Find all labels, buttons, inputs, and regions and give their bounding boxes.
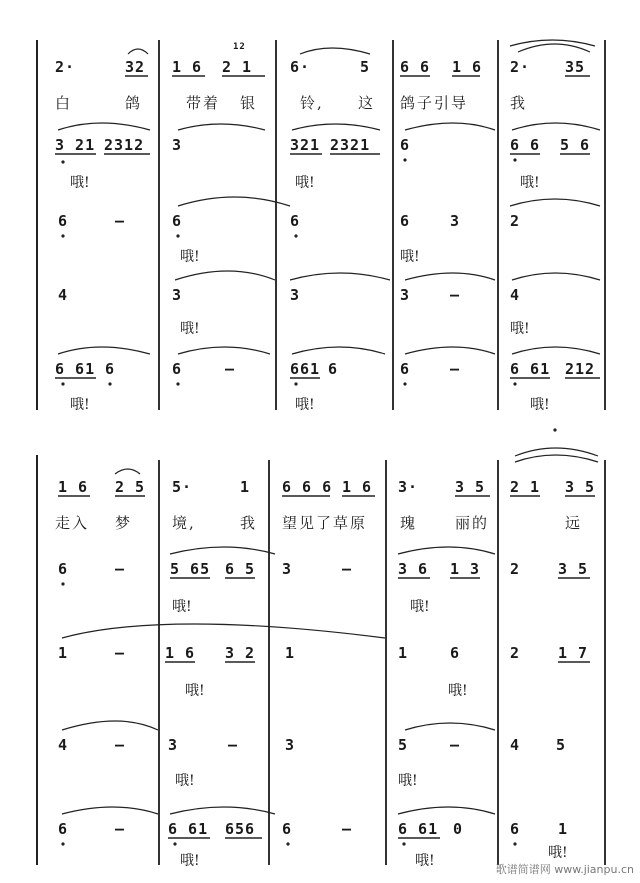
watermark: 歌谱简谱网 www.jianpu.cn (495, 863, 634, 876)
note: 1 6 (58, 478, 89, 496)
note: 3 6 (398, 560, 429, 578)
lyric: 我 (240, 514, 258, 532)
note: 6 61 (55, 360, 96, 378)
oh-lyric: 哦! (180, 321, 200, 337)
note: 5 (556, 736, 567, 754)
lyric: 我 (510, 94, 528, 112)
note: 5 6 (560, 136, 591, 154)
note: 6 (400, 360, 411, 378)
note: 6 6 6 (282, 478, 333, 496)
note: 3 (172, 136, 183, 154)
note: 2 (510, 212, 521, 230)
barline (604, 460, 606, 865)
note: 6 (282, 820, 293, 838)
oh-lyric: 哦! (175, 773, 195, 789)
note: – (115, 820, 126, 838)
note: 6 (400, 136, 411, 154)
note: 1 (58, 644, 69, 662)
oh-lyric: 哦! (548, 845, 568, 861)
note: – (115, 560, 126, 578)
oh-lyric: 哦! (530, 397, 550, 413)
note: 4 (510, 286, 521, 304)
oh-lyric: 哦! (180, 853, 200, 869)
oh-lyric: 哦! (185, 683, 205, 699)
note: 1 6 (452, 58, 483, 76)
note: 5 65 (170, 560, 211, 578)
note: 6 61 (398, 820, 439, 838)
note: 6 (172, 360, 183, 378)
note: – (342, 560, 353, 578)
note: 6· (290, 58, 311, 76)
note: 1 (558, 820, 569, 838)
note: – (228, 736, 239, 754)
note: 0 (453, 820, 464, 838)
note: 321 (290, 136, 321, 154)
note: – (450, 360, 461, 378)
note: 6 (328, 360, 339, 378)
grace-note: 12 (233, 42, 246, 52)
note: 2 (510, 644, 521, 662)
oh-lyric: 哦! (70, 397, 90, 413)
note: – (225, 360, 236, 378)
note: 6 (290, 212, 301, 230)
barline (604, 40, 606, 410)
note: 6 (58, 820, 69, 838)
oh-lyric: 哦! (70, 175, 90, 191)
lyric: 这 (358, 94, 376, 112)
oh-lyric: 哦! (400, 249, 420, 265)
note: 3 21 (55, 136, 96, 154)
note: 4 (510, 736, 521, 754)
note: 6 (58, 212, 69, 230)
note: 6 61 (510, 360, 551, 378)
note: 6 (105, 360, 116, 378)
lyric: 铃, (300, 94, 324, 112)
note: 212 (565, 360, 596, 378)
oh-lyric: 哦! (295, 175, 315, 191)
note: 1 3 (450, 560, 481, 578)
note: 3 (282, 560, 293, 578)
barline (497, 40, 499, 410)
note: 32 (125, 58, 146, 76)
note: 4 (58, 286, 69, 304)
note: 661 (290, 360, 321, 378)
note: 1 6 (342, 478, 373, 496)
lyric: 远 (565, 514, 583, 532)
note: 3 (290, 286, 301, 304)
lyric: 鸽 (125, 94, 143, 112)
lyric: 带着 (186, 94, 221, 112)
note: 5 (398, 736, 409, 754)
note: 5 (360, 58, 371, 76)
note: 3· (398, 478, 419, 496)
note: – (450, 736, 461, 754)
note: 1 6 (172, 58, 203, 76)
note: – (115, 644, 126, 662)
note: 3 2 (225, 644, 256, 662)
note: 2321 (330, 136, 371, 154)
note: 1 7 (558, 644, 589, 662)
lyric: 境, (172, 514, 196, 532)
note: 6 (58, 560, 69, 578)
note: – (115, 736, 126, 754)
note: 6 61 (168, 820, 209, 838)
barline (158, 460, 160, 865)
note: – (342, 820, 353, 838)
note: – (450, 286, 461, 304)
barline (275, 40, 277, 410)
note: 6 (510, 820, 521, 838)
note: 1 (240, 478, 251, 496)
note: 2 (510, 560, 521, 578)
note: 1 (398, 644, 409, 662)
note: 6 (172, 212, 183, 230)
note: 3 (450, 212, 461, 230)
note: 2· (55, 58, 76, 76)
note: 6 6 (400, 58, 431, 76)
lyric: 鸽子引导 (400, 94, 469, 112)
note: 3 5 (565, 478, 596, 496)
note: 1 6 (165, 644, 196, 662)
lyric: 银 (240, 94, 258, 112)
note: 6 (450, 644, 461, 662)
note: 35 (565, 58, 586, 76)
note: 6 5 (225, 560, 256, 578)
system-1-brace (36, 40, 38, 410)
note: 3 (400, 286, 411, 304)
barline (497, 460, 499, 865)
note: 2· (510, 58, 531, 76)
barline (385, 460, 387, 865)
barline (268, 460, 270, 865)
lyric: 瑰 (400, 514, 418, 532)
oh-lyric: 哦! (520, 175, 540, 191)
oh-lyric: 哦! (398, 773, 418, 789)
oh-lyric: 哦! (172, 599, 192, 615)
oh-lyric: 哦! (510, 321, 530, 337)
note: 3 (168, 736, 179, 754)
system-2-brace (36, 455, 38, 865)
barline (392, 40, 394, 410)
lyric: 白 (55, 94, 73, 112)
note: 5· (172, 478, 193, 496)
note: – (115, 212, 126, 230)
note: 2 5 (115, 478, 146, 496)
oh-lyric: 哦! (448, 683, 468, 699)
note: 6 (400, 212, 411, 230)
lyric: 望见了草原 (282, 514, 368, 532)
oh-lyric: 哦! (180, 249, 200, 265)
note: 3 (172, 286, 183, 304)
note: 6 6 (510, 136, 541, 154)
note: 656 (225, 820, 256, 838)
lyric: 走入 (55, 514, 90, 532)
note: 3 (285, 736, 296, 754)
oh-lyric: 哦! (410, 599, 430, 615)
note: 2 1 (222, 58, 253, 76)
note: 3 5 (455, 478, 486, 496)
lyric: 梦 (115, 514, 133, 532)
note: 4 (58, 736, 69, 754)
oh-lyric: 哦! (295, 397, 315, 413)
note: 2 1 (510, 478, 541, 496)
lyric: 丽的 (455, 514, 490, 532)
note: 3 5 (558, 560, 589, 578)
oh-lyric: 哦! (415, 853, 435, 869)
note: 2312 (104, 136, 145, 154)
note: 1 (285, 644, 296, 662)
barline (158, 40, 160, 410)
